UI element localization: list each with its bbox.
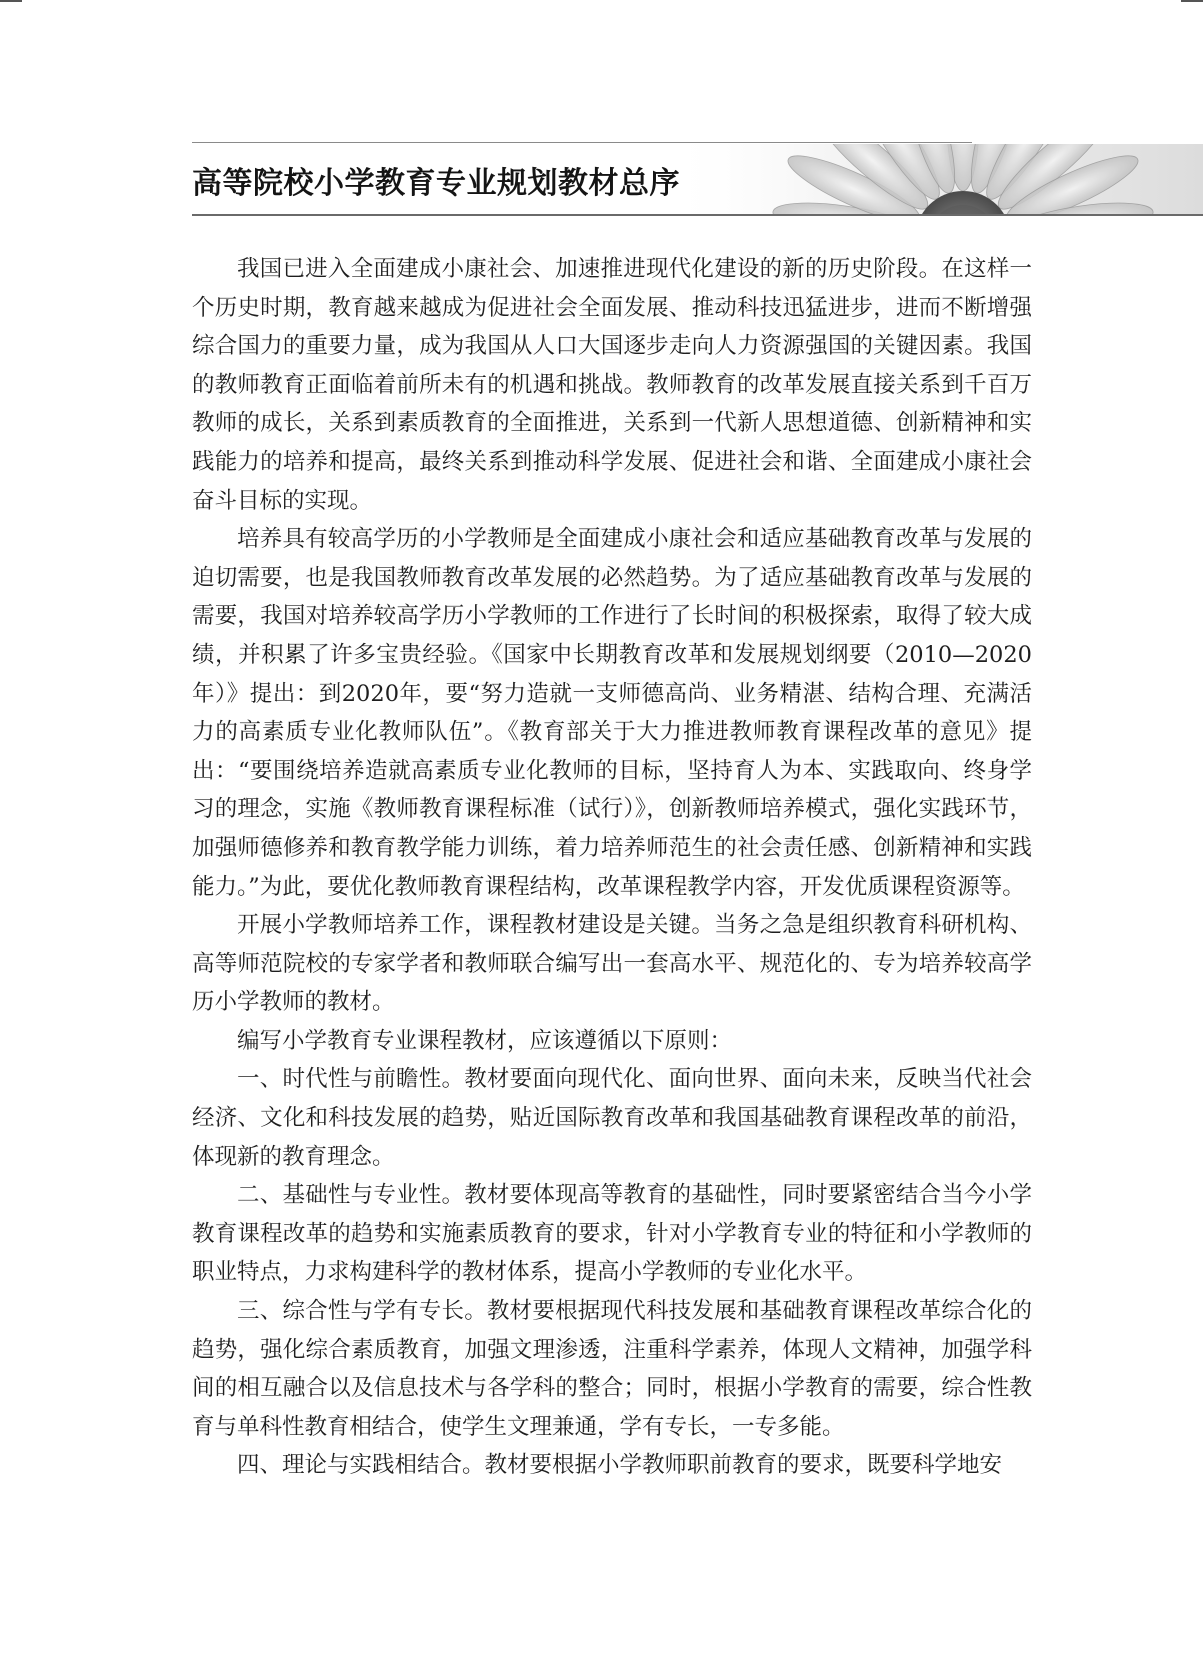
page-title: 高等院校小学教育专业规划教材总序 <box>192 166 680 201</box>
paragraph: 三、综合性与学有专长。教材要根据现代科技发展和基础教育课程改革综合化的趋势，强化综合素质教育，加强文理渗透，注重科学素养，体现人文精神，加强学科间的相互融合以及信息技术与各学科的整合；同时，根据小学教育的需要，综合性教育与单科性教育相结合，使学生文理兼通，学有专长，一专多能。 <box>192 1298 1032 1440</box>
paragraph: 一、时代性与前瞻性。教材要面向现代化、面向世界、面向未来，反映当代社会经济、文化和科技发展的趋势，贴近国际教育改革和我国基础教育课程改革的前沿，体现新的教育理念。 <box>192 1066 1032 1170</box>
body-text <box>192 250 1032 1485</box>
paragraph: 编写小学教育专业课程教材，应该遵循以下原则： <box>237 1027 733 1054</box>
paragraph: 培养具有较高学历的小学教师是全面建成小康社会和适应基础教育改革与发展的迫切需要，也是我国教师教育改革发展的必然趋势。为了适应基础教育改革与发展的需要，我国对培养较高学历小学教师的工作进行了长时间的积极探索，取得了较大成绩，并积累了许多宝贵经验。《国家中长期教育改革和发展规划纲要（2010—2020年）》提出：到2020年，要“努力造就一支师德高尚、业务精湛、结构合理、充满活力的高素质专业化教师队伍”。《教育部关于大力推进教师教育课程改革的意见》提出：“要围绕培养造就高素质专业化教师的目标，坚持育人为本、实践取向、终身学习的理念，实施《教师教育课程标准（试行）》，创新教师培养模式，强化实践环节，加强师德修养和教育教学能力训练，着力培养师范生的社会责任感、创新精神和实践能力。”为此，要优化教师教育课程结构，改革课程教学内容，开发优质课程资源等。 <box>192 526 1032 900</box>
header-rule-top <box>192 142 972 143</box>
header-rule-bottom <box>192 214 1203 216</box>
paragraph: 四、理论与实践相结合。教材要根据小学教师职前教育的要求，既要科学地安 <box>237 1452 1003 1479</box>
daisy-flower-icon <box>663 144 1203 214</box>
crop-mark-left <box>0 0 22 2</box>
crop-mark-right <box>1181 0 1203 2</box>
paragraph: 二、基础性与专业性。教材要体现高等教育的基础性，同时要紧密结合当今小学教育课程改革的趋势和实施素质教育的要求，针对小学教育专业的特征和小学教师的职业特点，力求构建科学的教材体系，提高小学教师的专业化水平。 <box>192 1182 1032 1286</box>
paragraph: 我国已进入全面建成小康社会、加速推进现代化建设的新的历史阶段。在这样一个历史时期，教育越来越成为促进社会全面发展、推动科技迅猛进步，进而不断增强综合国力的重要力量，成为我国从人口大国逐步走向人力资源强国的关键因素。我国的教师教育正面临着前所未有的机遇和挑战。教师教育的改革发展直接关系到千百万教师的成长，关系到素质教育的全面推进，关系到一代新人思想道德、创新精神和实践能力的培养和提高，最终关系到推动科学发展、促进社会和谐、全面建成小康社会奋斗目标的实现。 <box>192 256 1032 514</box>
paragraph: 开展小学教师培养工作，课程教材建设是关键。当务之急是组织教育科研机构、高等师范院校的专家学者和教师联合编写出一套高水平、规范化的、专为培养较高学历小学教师的教材。 <box>192 912 1032 1016</box>
page-header <box>192 142 1203 216</box>
